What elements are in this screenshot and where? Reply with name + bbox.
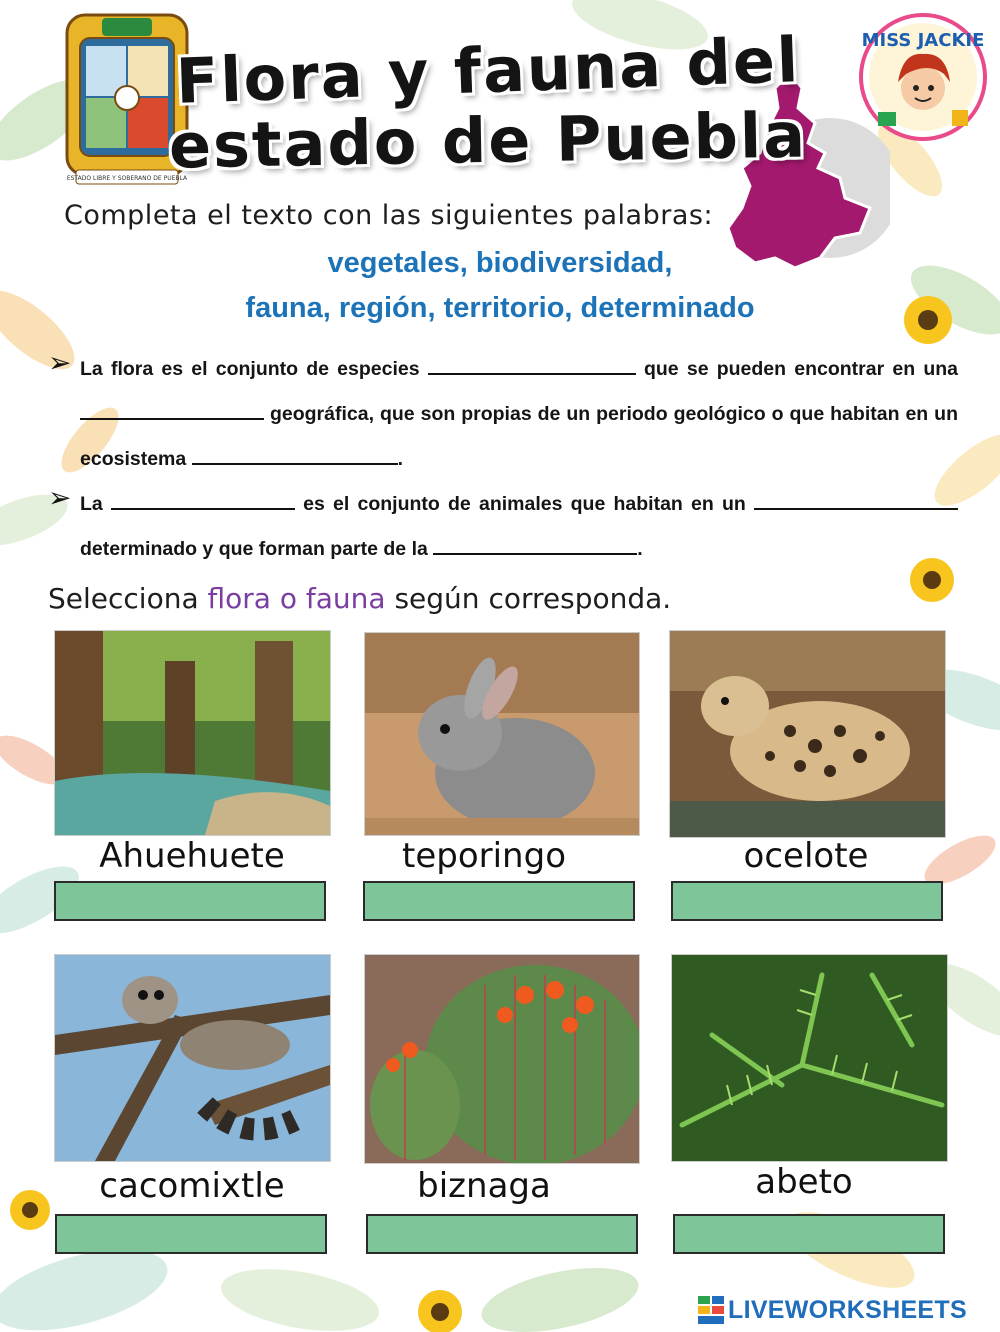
answer-box-cacomixtle[interactable]	[55, 1214, 327, 1254]
instruction-select-highlight: flora o fauna	[207, 582, 386, 615]
answer-box-teporingo[interactable]	[363, 881, 635, 921]
answer-box-ahuehuete[interactable]	[54, 881, 326, 921]
caption-abeto: abeto	[755, 1162, 853, 1202]
flora-text-1: La flora es el conjunto de especies	[80, 358, 420, 380]
flora-blank-3[interactable]	[192, 443, 398, 465]
caption-teporingo: teporingo	[402, 836, 566, 876]
flora-blank-2[interactable]	[80, 398, 264, 420]
fauna-blank-2[interactable]	[754, 488, 958, 510]
instruction-select-after: según corresponda.	[385, 582, 672, 615]
answer-box-abeto[interactable]	[673, 1214, 945, 1254]
arrow-bullet-icon: ➢	[48, 481, 72, 514]
flora-blank-1[interactable]	[428, 353, 636, 375]
arrow-bullet-icon: ➢	[48, 346, 72, 379]
fauna-blank-3[interactable]	[433, 533, 637, 555]
miss-jackie-text: MISS JACKIE	[861, 30, 985, 51]
photo-abeto	[671, 954, 948, 1162]
answer-box-biznaga[interactable]	[366, 1214, 638, 1254]
word-bank-line-2: fauna, región, territorio, determinado	[245, 292, 755, 324]
coat-of-arms-motto: ESTADO LIBRE Y SOBERANO DE PUEBLA	[66, 175, 188, 182]
caption-biznaga: biznaga	[417, 1166, 551, 1206]
photo-teporingo	[364, 632, 640, 836]
flora-text-4: .	[397, 448, 404, 470]
liveworksheets-logo	[698, 1293, 967, 1327]
fauna-text-1: La	[80, 493, 103, 515]
flora-text-3: geográfica, que son propias de un periodo geológico o que habitan en un ecosistema	[80, 403, 958, 470]
photo-ahuehuete	[54, 630, 331, 836]
photo-cacomixtle	[54, 954, 331, 1162]
caption-ocelote: ocelote	[743, 836, 869, 876]
fauna-text-2: es el conjunto de animales que habitan en un	[303, 493, 746, 515]
liveworksheets-text: LIVEWORKSHEETS	[728, 1295, 967, 1324]
fauna-text-3: determinado y que forman parte de la	[80, 538, 428, 560]
caption-cacomixtle: cacomixtle	[99, 1166, 285, 1206]
flora-text-2: que se pueden encontrar en una	[643, 358, 958, 380]
answer-box-ocelote[interactable]	[671, 881, 943, 921]
paragraph-flora	[80, 347, 958, 482]
liveworksheets-icon	[698, 1296, 724, 1324]
instruction-select	[48, 582, 671, 615]
paragraph-fauna	[80, 482, 958, 572]
photo-biznaga	[364, 954, 640, 1164]
fauna-text-4: .	[637, 538, 643, 560]
word-bank-line-1: vegetales, biodiversidad,	[327, 247, 673, 279]
caption-ahuehuete: Ahuehuete	[99, 836, 285, 876]
page-title-line-2: estado de Puebla	[168, 98, 808, 183]
photo-ocelote	[669, 630, 946, 838]
instruction-complete-text: Completa el texto con las siguientes palabras:	[64, 200, 714, 231]
fauna-blank-1[interactable]	[111, 488, 295, 510]
instruction-select-before: Selecciona	[48, 582, 208, 615]
page-title-line-1: Flora y fauna del	[174, 23, 802, 118]
